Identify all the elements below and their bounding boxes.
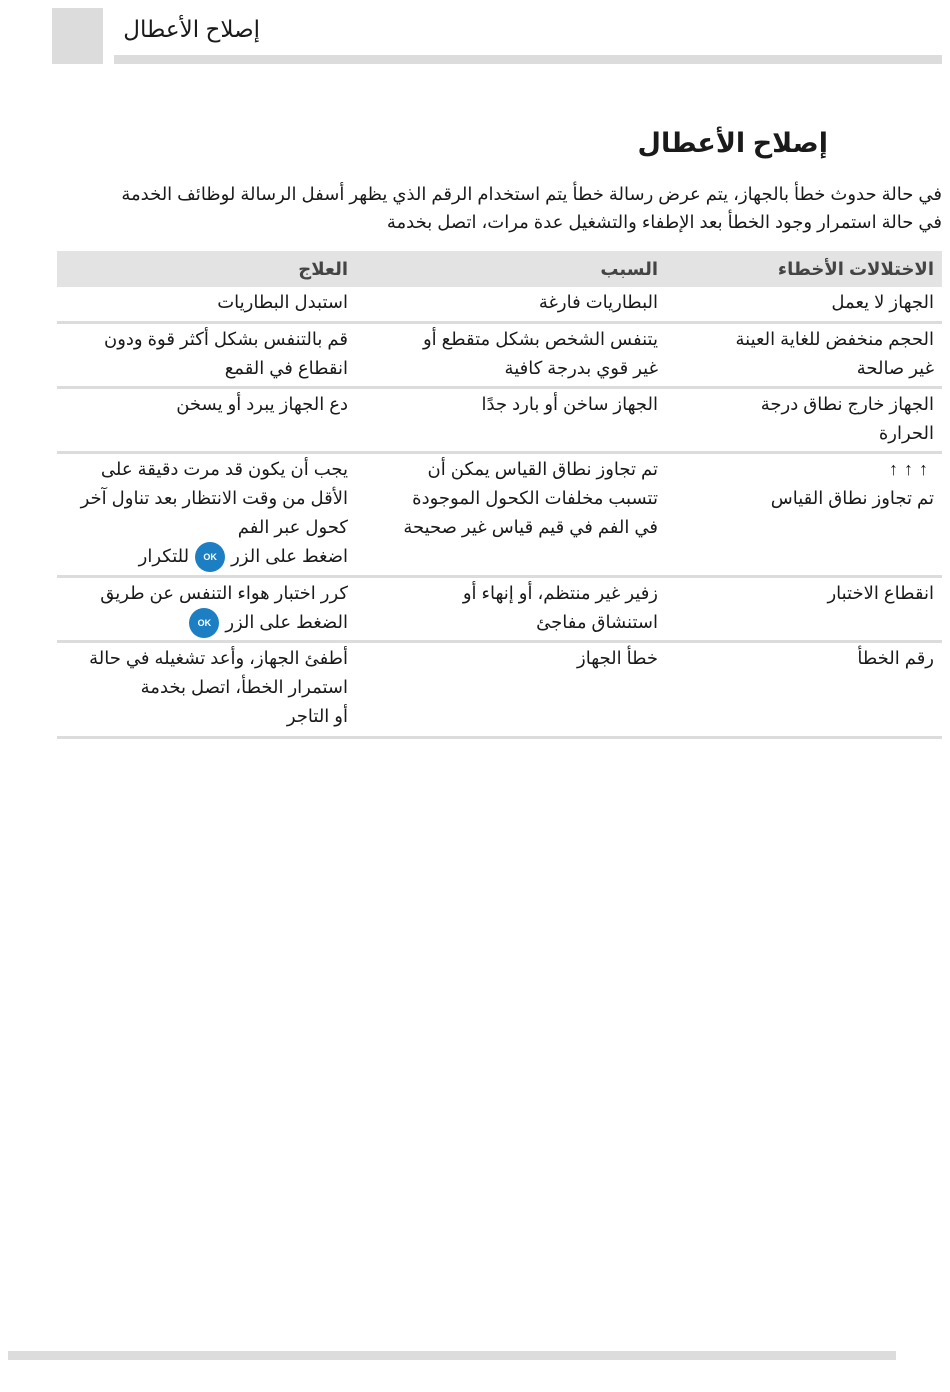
remedy-cell: استبدل البطاريات xyxy=(217,292,348,312)
header-fault: الاختلالات الأخطاء xyxy=(777,258,934,279)
intro-paragraph xyxy=(57,180,942,236)
troubleshooting-table xyxy=(57,251,942,739)
intro-line: في حالة استمرار وجود الخطأ بعد الإطفاء والتشغيل عدة مرات، اتصل بخدمة xyxy=(386,212,942,232)
cause-cell: البطاريات فارغة xyxy=(538,292,658,312)
header-tab-box xyxy=(52,8,103,64)
remedy-cell: قم بالتنفس بشكل أكثر قوة ودون انقطاع في القمع xyxy=(103,329,348,378)
intro-line: في حالة حدوث خطأ بالجهاز، يتم عرض رسالة خطأ يتم استخدام الرقم الذي يظهر أسفل الرسالة لوظائف الخدمة xyxy=(121,184,942,204)
cause-cell: زفير غير منتظم، أو إنهاء أو استنشاق مفاجئ xyxy=(462,583,658,632)
header-cause: السبب xyxy=(600,258,658,279)
ok-button-icon: OK xyxy=(189,608,219,638)
remedy-cell: دع الجهاز يبرد أو يسخن xyxy=(176,394,348,414)
arrow-up-icon: ↑↑↑ xyxy=(889,459,934,479)
cause-cell: خطأ الجهاز xyxy=(577,648,658,668)
fault-cell: انقطاع الاختبار xyxy=(827,583,934,603)
ok-button-icon: OK xyxy=(195,542,225,572)
fault-cell: الجهاز خارج نطاق درجة الحرارة xyxy=(760,394,934,443)
table-row xyxy=(57,324,942,389)
table-row xyxy=(57,454,942,578)
fault-cell: الجهاز لا يعمل xyxy=(831,292,934,312)
remedy-cell: يجب أن يكون قد مرت دقيقة على الأقل من وقت الانتظار بعد تناول آخر كحول عبر الفم اضغط على الزرOKللتكرار xyxy=(57,455,356,575)
cause-cell: يتنفس الشخص بشكل متقطع أو غير قوي بدرجة كافية xyxy=(422,329,658,378)
header-rule xyxy=(114,55,942,64)
table-row xyxy=(57,578,942,643)
fault-cell: ↑↑↑ تم تجاوز نطاق القياس xyxy=(666,455,942,575)
header-title: إصلاح الأعطال xyxy=(123,16,260,42)
table-row xyxy=(57,389,942,454)
header-remedy: العلاج xyxy=(298,258,348,279)
fault-cell: الحجم منخفض للغاية العينة غير صالحة xyxy=(735,329,934,378)
table-header-row xyxy=(57,251,942,287)
remedy-cell: أطفئ الجهاز، وأعد تشغيله في حالة استمرار الخطأ، اتصل بخدمة أو التاجر xyxy=(89,648,348,726)
footer-rule xyxy=(8,1351,896,1360)
fault-cell: رقم الخطأ xyxy=(857,648,934,668)
cause-cell: الجهاز ساخن أو بارد جدًا xyxy=(481,394,658,414)
table-row xyxy=(57,287,942,324)
table-row xyxy=(57,643,942,739)
remedy-cell: كرر اختبار هواء التنفس عن طريق الضغط على الزرOK xyxy=(57,579,356,640)
cause-cell: تم تجاوز نطاق القياس يمكن أن تتسبب مخلفات الكحول الموجودة في الفم في قيم قياس غير صحيحة xyxy=(403,459,658,537)
page-title: إصلاح الأعطال xyxy=(637,128,828,158)
